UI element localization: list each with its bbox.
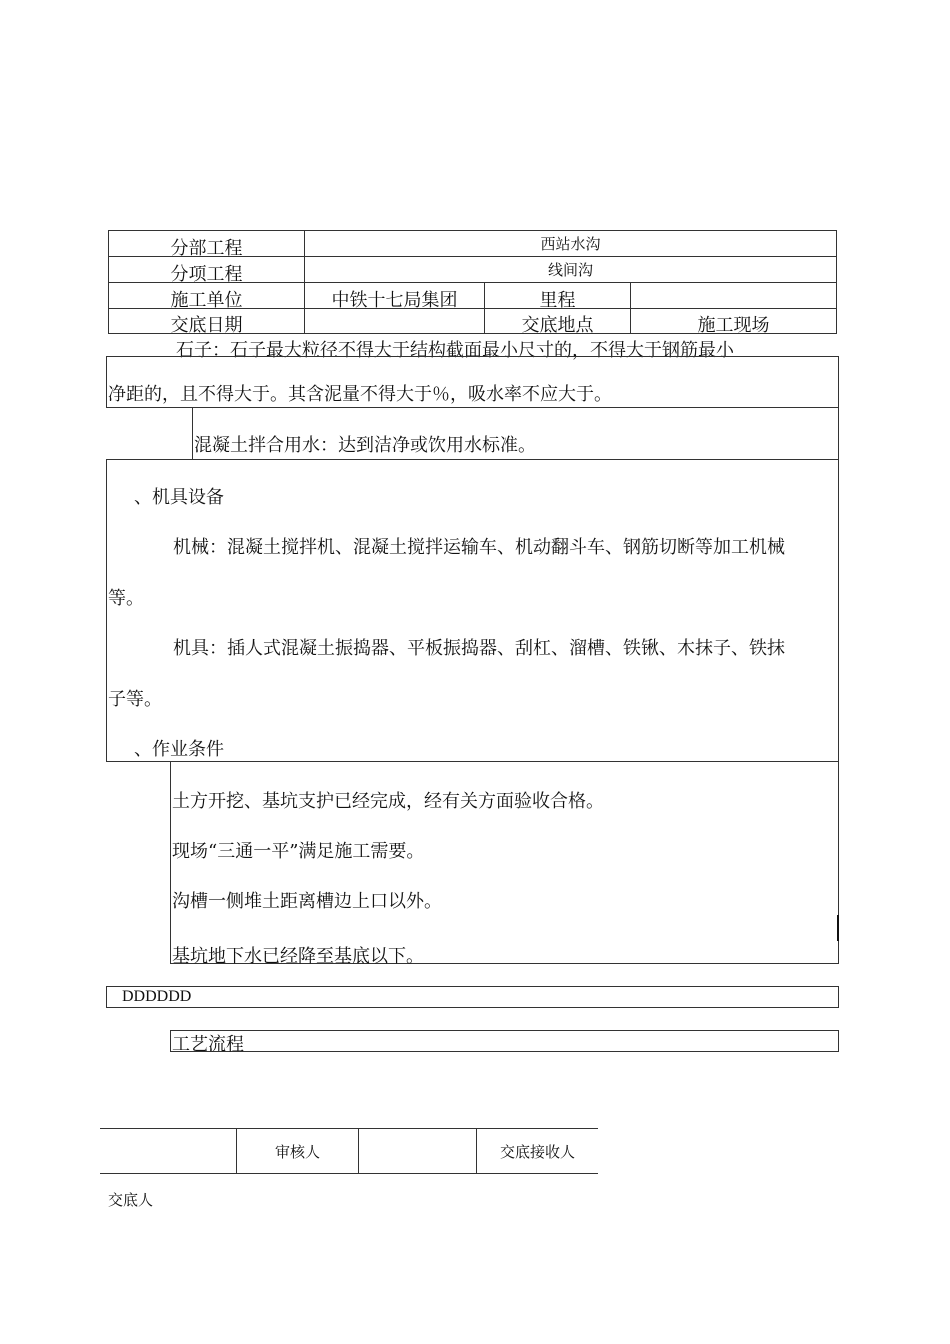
tools-line1: 机具：插人式混凝土振捣器、平板振捣器、刮杠、溜槽、铁锹、木抹子、铁抹 <box>173 638 785 659</box>
signature-divider <box>358 1128 359 1174</box>
date-label: 交底日期 <box>170 315 243 336</box>
date-value <box>305 309 484 333</box>
reviewer-label: 审核人 <box>274 1142 320 1161</box>
discloser-label: 交底人 <box>108 1191 154 1209</box>
subproject-label: 分部工程 <box>170 237 243 259</box>
contractor-value: 中铁十七局集团 <box>331 289 458 311</box>
contractor-label: 施工单位 <box>170 289 243 311</box>
conditions-heading: 、作业条件 <box>134 739 224 760</box>
conditions-right-mark <box>837 915 839 941</box>
condition-item-1: 土方开挖、基坑支护已经完成，经有关方面验收合格。 <box>172 791 604 812</box>
stone-text-line1: 石子：石子最大粒径不得大于结构截面最小尺寸的，不得大于钢筋最小 <box>176 340 734 361</box>
item-label: 分项工程 <box>170 263 243 285</box>
equipment-heading: 、机具设备 <box>134 487 224 508</box>
stone-text-line2: 净距的，且不得大于。其含泥量不得大于％，吸水率不应大于。 <box>108 384 612 405</box>
water-text: 混凝土拌合用水：达到洁净或饮用水标准。 <box>194 435 536 456</box>
header-table <box>108 230 837 334</box>
subproject-value: 西站水沟 <box>540 235 601 253</box>
location-label: 交底地点 <box>521 315 594 336</box>
location-value: 施工现场 <box>697 315 770 336</box>
condition-item-3: 沟槽一侧堆土距离槽边上口以外。 <box>172 891 442 912</box>
condition-item-4: 基坑地下水已经降至基底以下。 <box>172 946 424 967</box>
signature-bottom-line <box>100 1173 598 1174</box>
dddddd-text: DDDDDD <box>122 988 192 1005</box>
machinery-line1: 机械：混凝土搅拌机、混凝土搅拌运输车、机动翻斗车、钢筋切断等加工机械 <box>173 537 785 558</box>
receiver-label: 交底接收人 <box>499 1142 575 1161</box>
dddddd-box <box>106 986 839 1008</box>
item-value: 线间沟 <box>547 261 593 279</box>
mileage-value <box>631 283 836 308</box>
tools-line2: 子等。 <box>108 689 162 710</box>
condition-item-2: 现场“三通一平”满足施工需要。 <box>172 841 425 862</box>
machinery-line2: 等。 <box>108 588 144 609</box>
process-heading: 工艺流程 <box>172 1034 244 1055</box>
mileage-label: 里程 <box>539 289 576 311</box>
process-box <box>170 1030 839 1052</box>
